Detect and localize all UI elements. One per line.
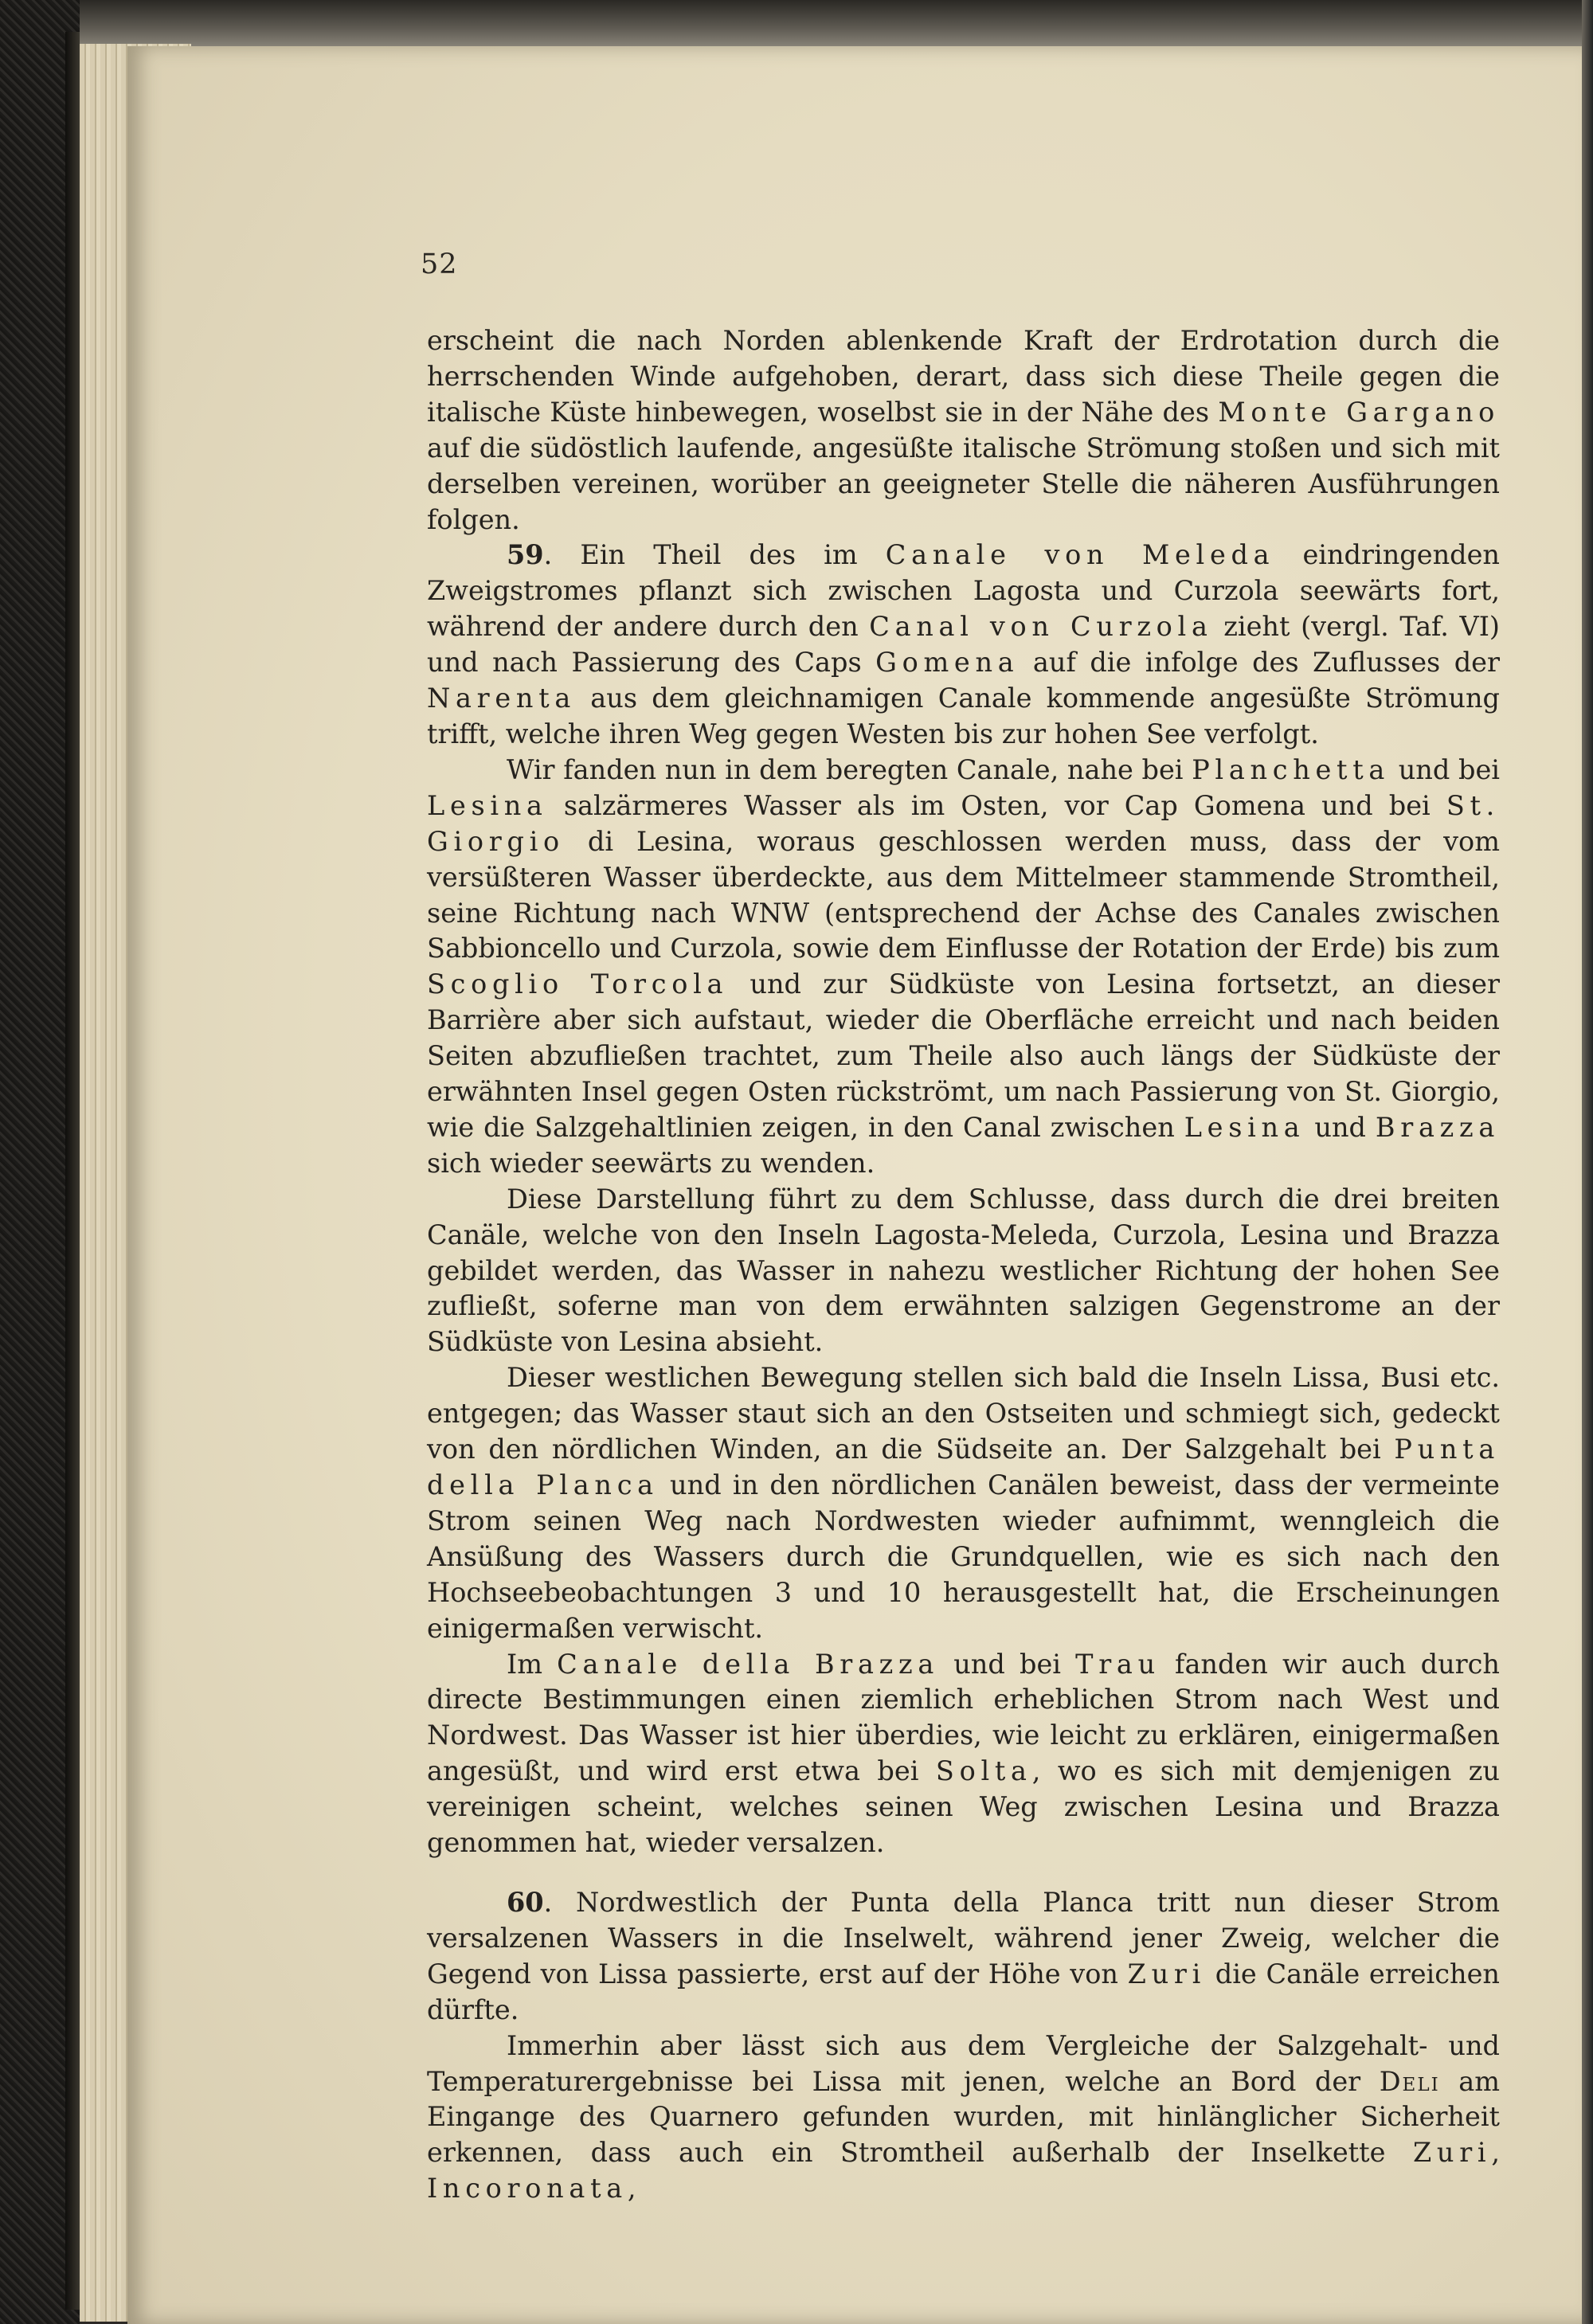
text-segment: , — [627, 2173, 636, 2205]
emphasized-text: Trau — [1075, 1648, 1161, 1680]
paragraph — [427, 1182, 1500, 1361]
text-segment: und in den nördlichen Canälen beweist, dass der vermeinte Strom seinen Weg nach Nordwesten wieder aufnimmt, wenngleich die Ansüßung des Wassers durch die Grundquellen, wie es sich nach den Hochseebeobachtungen 3 und 10 herausgestellt hat, die Erscheinungen einigermaßen verwischt. — [427, 1469, 1500, 1644]
text-segment: di Lesina, woraus geschlossen werden muss, dass der vom versüßteren Wasser überdeckte, aus dem Mittelmeer stammende Stromtheil, seine Richtung nach WNW (entsprechend der Achse des Canales zwischen Sabbioncello und Curzola, sowie dem Einflusse der Rotation der Erde) bis zum — [427, 825, 1500, 964]
emphasized-text: Scoglio Torcola — [427, 968, 729, 1000]
text-segment: Diese Darstellung führt zu dem Schlusse, dass durch die drei breiten Canäle, welche von den Inseln Lagosta-Meleda, Curzola, Lesina und Brazza gebildet werden, das Wasser in nahezu westlicher Richtung der hohen See zufließt, soferne man von dem erwähnten salzigen Gegenstrome an der Südküste von Lesina absieht. — [427, 1183, 1500, 1358]
section-number: 59 — [507, 539, 544, 571]
text-segment: , wo es sich mit demjenigen zu vereinigen scheint, welches seinen Weg zwischen Lesina und Brazza genommen hat, wieder versalzen. — [427, 1755, 1500, 1859]
paragraph — [427, 1360, 1500, 1646]
emphasized-text: Zuri — [1412, 2137, 1492, 2169]
emphasized-text: Punta della Planca — [427, 1434, 1500, 1500]
emphasized-text: Deli — [1379, 2065, 1440, 2097]
text-segment: am Eingange des Quarnero gefunden wurden, mit hinlänglicher Sicherheit erkennen, dass auch ein Stromtheil außerhalb der Inselkette — [427, 2065, 1500, 2169]
text-segment: auf die südöstlich laufende, angesüßte italische Strömung stoßen und sich mit derselben vereinen, worüber an geeigneter Stelle die näheren Ausführungen folgen. — [427, 432, 1500, 535]
text-segment: und zur Südküste von Lesina fortsetzt, an dieser Barrière aber sich aufstaut, wieder die Oberfläche erreicht und nach beiden Seiten abzufließen trachtet, zum Theile also auch längs der Südküste der erwähnten Insel gegen Osten rückströmt, um nach Passierung von St. Giorgio, wie die Salzgehaltlinien zeigen, in den Canal zwischen — [427, 968, 1500, 1143]
text-segment: und — [1305, 1111, 1376, 1143]
emphasized-text: Gomena — [875, 647, 1020, 679]
paragraph — [427, 1647, 1500, 1861]
text-segment: . Ein Theil des im — [543, 539, 886, 571]
top-shadow — [80, 0, 1593, 48]
body-text — [427, 323, 1500, 2207]
text-segment: zieht (vergl. Taf. VI) und nach Passierung des Caps — [427, 611, 1500, 679]
emphasized-text: Lesina — [427, 789, 548, 821]
emphasized-text: Canale della Brazza — [557, 1648, 940, 1680]
text-segment: Im — [507, 1648, 558, 1680]
text-segment: Immerhin aber lässt sich aus dem Vergleiche der Salzgehalt- und Temperaturergebnisse bei Lissa mit jenen, welche an Bord der — [427, 2029, 1500, 2097]
paragraph — [427, 2029, 1500, 2208]
text-segment: salzärmeres Wasser als im Osten, vor Cap Gomena und bei — [547, 789, 1446, 821]
paragraph — [427, 1885, 1500, 2029]
text-segment: fanden wir auch durch directe Bestimmungen einen ziemlich erheblichen Strom nach West und Nordwest. Das Wasser ist hier überdies, wie leicht zu erklären, einigermaßen angesüßt, und wird erst etwa bei — [427, 1648, 1501, 1787]
text-segment: eindringenden Zweigstromes pflanzt sich zwischen Lagosta und Curzola seewärts fort, während der andere durch den — [427, 539, 1500, 643]
emphasized-text: St. Giorgio — [427, 789, 1500, 857]
text-segment: und bei — [939, 1648, 1076, 1680]
text-segment: Dieser westlichen Bewegung stellen sich bald die Inseln Lissa, Busi etc. entgegen; das Wasser staut sich an den Ostseiten und schmiegt sich, gedeckt von den nördlichen Winden, an die Südseite an. Der Salzgehalt bei — [427, 1362, 1500, 1465]
emphasized-text: Monte Gargano — [1218, 396, 1500, 428]
text-segment: auf die infolge des Zuflusses der — [1019, 647, 1500, 679]
emphasized-text: Incoronata — [427, 2173, 628, 2205]
emphasized-text: Lesina — [1184, 1111, 1305, 1143]
text-segment: sich wieder seewärts zu wenden. — [427, 1147, 875, 1179]
right-edge-shadow — [1582, 0, 1593, 2324]
text-segment: aus dem gleichnamigen Canale kommende angesüßte Strömung trifft, welche ihren Weg gegen Westen bis zur hohen See verfolgt. — [427, 683, 1500, 749]
emphasized-text: Brazza — [1375, 1111, 1500, 1143]
emphasized-text: Canal von Curzola — [869, 611, 1213, 643]
cover-spine-edge — [65, 32, 80, 2310]
emphasized-text: Zuri — [1127, 1958, 1207, 1989]
emphasized-text: Solta — [935, 1755, 1032, 1787]
emphasized-text: Planchetta — [1192, 753, 1391, 785]
emphasized-text: Narenta — [427, 683, 577, 714]
paragraph — [427, 323, 1500, 538]
text-segment: erscheint die nach Norden ablenkende Kraft der Erdrotation durch die herrschenden Winde aufgehoben, derart, dass sich diese Theile gegen die italische Küste hinbewegen, woselbst sie in der Nähe des — [427, 325, 1500, 428]
section-number: 60 — [507, 1886, 544, 1918]
page-number: 52 — [421, 248, 458, 280]
text-segment: Wir fanden nun in dem beregten Canale, nahe bei — [507, 753, 1192, 785]
emphasized-text: Canale von Meleda — [885, 539, 1275, 571]
text-segment: , — [1491, 2137, 1500, 2169]
text-segment: die Canäle erreichen dürfte. — [427, 1958, 1500, 2025]
text-segment: und bei — [1390, 753, 1500, 785]
paragraph — [427, 753, 1500, 1182]
paragraph — [427, 538, 1500, 752]
text-segment: . Nordwestlich der Punta della Planca tritt nun dieser Strom versalzenen Wassers in die Inselwelt, während jener Zweig, welcher die Gegend von Lissa passierte, erst auf der Höhe von — [427, 1886, 1500, 1989]
